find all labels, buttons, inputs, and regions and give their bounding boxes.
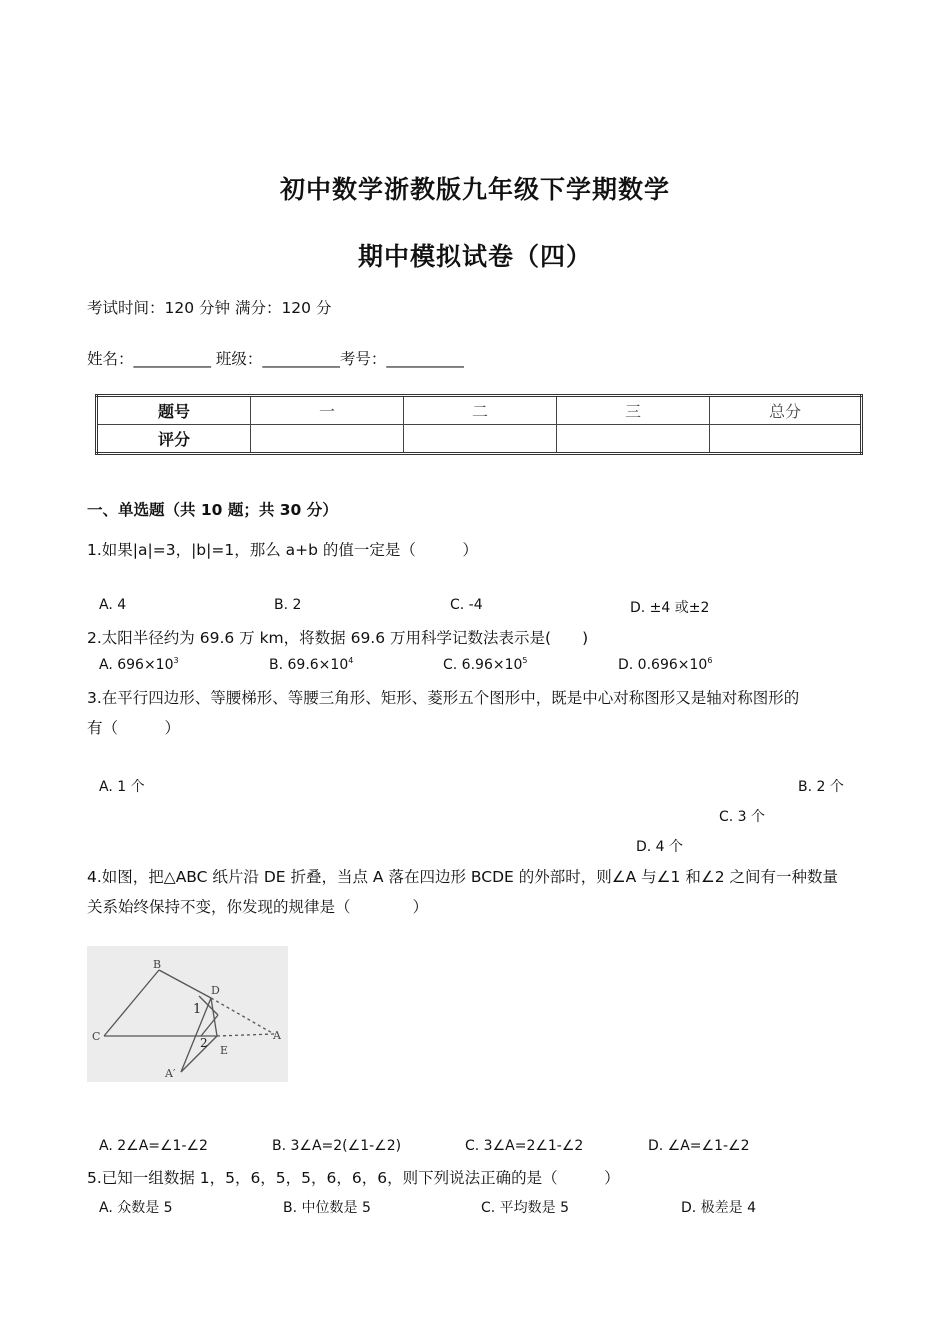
q3-stem-line2: 有（ ） [87, 719, 181, 737]
q4-option-c[interactable]: C. 3∠A=2∠1-∠2 [465, 1138, 584, 1154]
exam-title: 初中数学浙教版九年级下学期数学 [279, 175, 670, 204]
score-table-score-row [97, 425, 862, 454]
q1-stem: 1.如果|a|=3，|b|=1，那么 a+b 的值一定是（ ） [87, 541, 478, 559]
q3-stem-line1: 3.在平行四边形、等腰梯形、等腰三角形、矩形、菱形五个图形中，既是中心对称图形又是轴对称图形的 [87, 689, 800, 707]
label-b: B [153, 958, 162, 971]
q3-option-b[interactable]: B. 2 个 [798, 779, 844, 795]
q3-option-d[interactable]: D. 4 个 [636, 839, 684, 855]
q5-option-d[interactable]: D. 极差是 4 [681, 1200, 757, 1216]
q2-option-a[interactable]: A. $696\times 10^3$ [99, 656, 179, 673]
q4-option-a[interactable]: A. 2∠A=∠1-∠2 [99, 1138, 208, 1154]
q1-option-d[interactable]: D. ±4 或±2 [630, 600, 710, 616]
label-d: D [211, 984, 220, 997]
exam-subtitle: 期中模拟试卷（四） [357, 242, 592, 271]
label-a-prime: A′ [165, 1067, 176, 1080]
triangle-fold-diagram [87, 946, 288, 1082]
exam-info: 考试时间：120 分钟 满分：120 分 [87, 299, 332, 317]
score-cell-part3[interactable] [557, 425, 710, 454]
score-cell-total[interactable] [710, 425, 862, 454]
q2-option-c[interactable]: C. $6.96\times 10^5$ [443, 656, 528, 673]
q3-option-c[interactable]: C. 3 个 [719, 809, 766, 825]
label-c: C [92, 1030, 101, 1043]
q5-option-b[interactable]: B. 中位数是 5 [283, 1200, 371, 1216]
score-header-part1: 一 [251, 396, 404, 425]
score-cell-part1[interactable] [251, 425, 404, 454]
score-row-label: 评分 [97, 425, 251, 454]
label-a: A [273, 1029, 281, 1042]
score-header-label: 题号 [97, 396, 251, 425]
q4-stem-line2: 关系始终保持不变，你发现的规律是（ ） [87, 898, 429, 916]
score-header-part3: 三 [557, 396, 710, 425]
score-table [95, 394, 863, 455]
q2-option-b[interactable]: B. $69.6\times 10^4$ [269, 656, 354, 673]
label-e: E [220, 1044, 229, 1057]
q5-option-a[interactable]: A. 众数是 5 [99, 1200, 173, 1216]
score-header-total: 总分 [710, 396, 862, 425]
q4-option-b[interactable]: B. 3∠A=2(∠1-∠2) [272, 1138, 402, 1154]
q5-option-c[interactable]: C. 平均数是 5 [481, 1200, 570, 1216]
q4-option-d[interactable]: D. ∠A=∠1-∠2 [648, 1138, 750, 1154]
triangle-fold-figure [87, 946, 288, 1082]
q1-option-b[interactable]: B. 2 [274, 597, 302, 613]
score-table-header-row [97, 396, 862, 425]
q4-stem-line1: 4.如图，把△ABC 纸片沿 DE 折叠，当点 A 落在四边形 BCDE 的外部时，则∠A 与∠1 和∠2 之间有一种数量 [87, 868, 839, 886]
q3-option-a[interactable]: A. 1 个 [99, 779, 145, 795]
angle-1-label: 1 [193, 1002, 202, 1017]
q2-option-d[interactable]: D. $0.696\times 10^6$ [618, 656, 713, 673]
angle-2-label: 2 [200, 1036, 208, 1050]
student-info: 姓名：__________ 班级：__________考号：__________ [87, 350, 464, 368]
q1-option-c[interactable]: C. -4 [450, 597, 483, 613]
q2-stem: 2.太阳半径约为 69.6 万 km，将数据 69.6 万用科学记数法表示是( ) [87, 629, 589, 647]
score-header-part2: 二 [404, 396, 557, 425]
section-heading: 一、单选题（共 10 题；共 30 分） [87, 501, 338, 519]
q1-option-a[interactable]: A. 4 [99, 597, 127, 613]
q5-stem: 5.已知一组数据 1，5，6，5，5，6，6，6，则下列说法正确的是（ ） [87, 1169, 620, 1187]
score-cell-part2[interactable] [404, 425, 557, 454]
